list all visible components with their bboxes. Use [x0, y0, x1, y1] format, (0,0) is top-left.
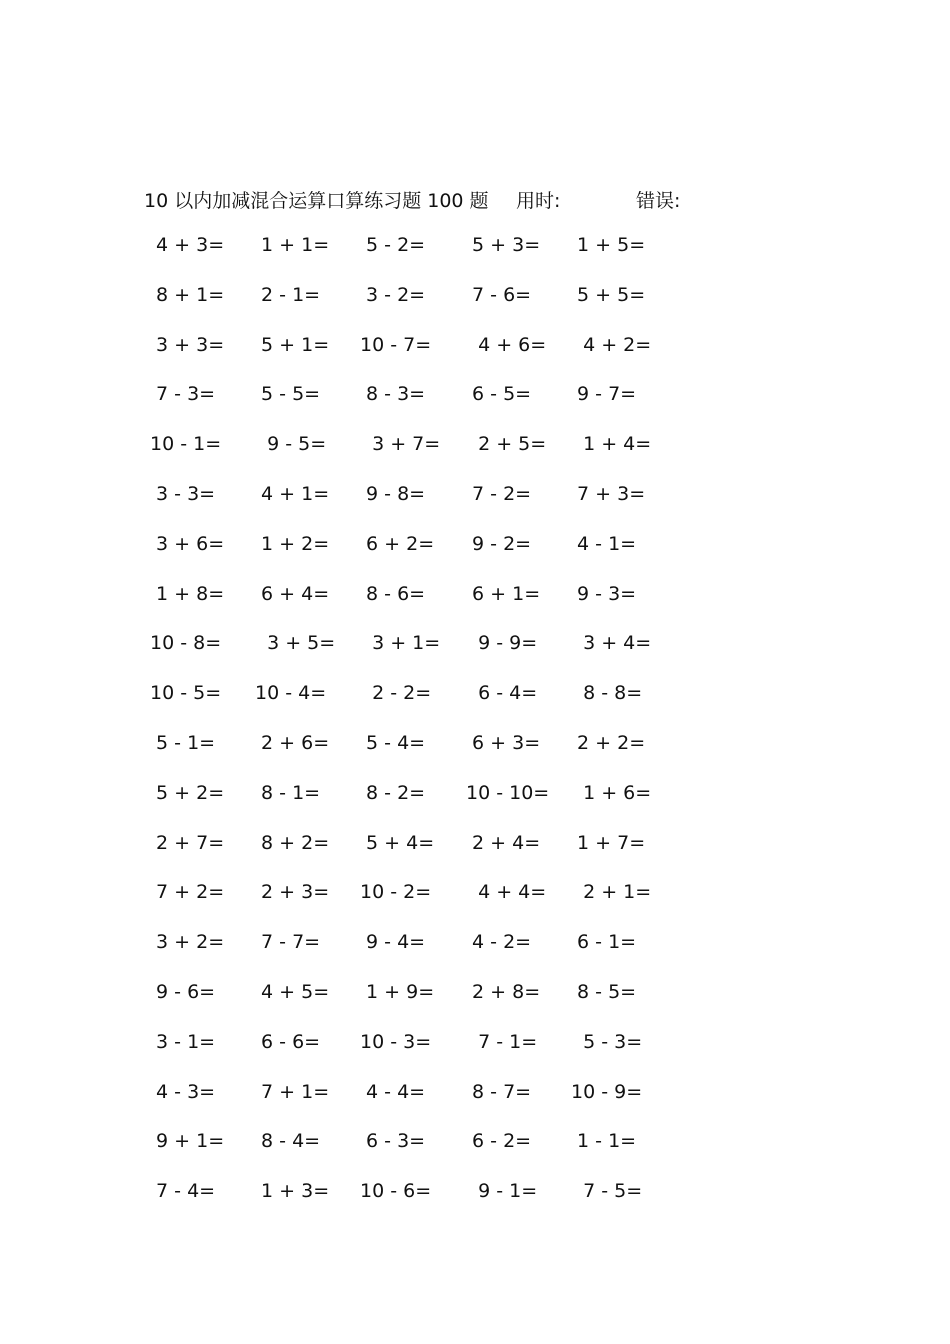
- math-problem: 5 + 5=: [571, 283, 646, 306]
- math-problem: 1 + 8=: [150, 582, 225, 605]
- math-problem: 9 - 9=: [466, 632, 538, 655]
- math-problem: 10 - 1=: [150, 433, 222, 456]
- math-problem: 2 + 2=: [571, 731, 646, 754]
- math-problem: 4 + 3=: [150, 234, 225, 256]
- math-problem: 5 - 4=: [360, 731, 426, 754]
- math-problem: 1 + 3=: [255, 1180, 330, 1203]
- math-problem: 7 - 1=: [466, 1030, 538, 1053]
- math-problem: 2 - 1=: [255, 283, 321, 306]
- math-problem: 10 - 3=: [360, 1030, 432, 1053]
- math-problem: 1 + 9=: [360, 980, 435, 1003]
- math-problem: 8 - 2=: [360, 781, 426, 804]
- math-problem: 6 - 3=: [360, 1130, 426, 1153]
- math-problem: 9 - 5=: [255, 433, 327, 456]
- math-problem: 8 - 7=: [466, 1080, 532, 1103]
- math-problem: 10 - 7=: [360, 333, 432, 356]
- math-problem: 3 + 3=: [150, 333, 225, 356]
- math-problem: 4 + 2=: [571, 333, 652, 356]
- math-problem: 6 - 2=: [466, 1130, 532, 1153]
- math-problem: 6 - 6=: [255, 1030, 321, 1053]
- math-problem: 1 + 5=: [571, 234, 646, 256]
- math-problem: 9 - 2=: [466, 532, 532, 555]
- math-problem: 5 + 3=: [466, 234, 541, 256]
- math-problem: 2 + 5=: [466, 433, 547, 456]
- math-problem: 8 - 8=: [571, 682, 643, 705]
- math-problem: 7 + 1=: [255, 1080, 330, 1103]
- math-problem: 7 + 3=: [571, 482, 646, 505]
- math-problem: 9 - 3=: [571, 582, 637, 605]
- math-problem: 6 - 5=: [466, 383, 532, 406]
- math-problem: 10 - 9=: [571, 1080, 643, 1103]
- math-problem: 4 - 3=: [150, 1080, 216, 1103]
- time-label: 用时:: [516, 190, 561, 212]
- math-problem: 7 - 7=: [255, 931, 321, 954]
- math-problem: 10 - 6=: [360, 1180, 432, 1203]
- math-problem: 5 + 4=: [360, 831, 435, 854]
- math-problem: 2 + 4=: [466, 831, 541, 854]
- math-problem: 7 - 6=: [466, 283, 532, 306]
- math-problem: 7 - 4=: [150, 1180, 216, 1203]
- math-problem: 9 - 8=: [360, 482, 426, 505]
- math-problem: 8 - 3=: [360, 383, 426, 406]
- math-problem: 9 - 7=: [571, 383, 637, 406]
- math-problem: 3 + 7=: [360, 433, 441, 456]
- math-problem: 7 - 3=: [150, 383, 216, 406]
- math-problem: 6 - 4=: [466, 682, 538, 705]
- math-problem: 3 - 2=: [360, 283, 426, 306]
- math-problem: 4 + 1=: [255, 482, 330, 505]
- math-problem: 9 - 4=: [360, 931, 426, 954]
- math-problem: 2 + 3=: [255, 881, 330, 904]
- math-problem: 7 - 2=: [466, 482, 532, 505]
- math-problem: 1 + 6=: [571, 781, 652, 804]
- math-problem: 8 + 1=: [150, 283, 225, 306]
- math-problem: 10 - 10=: [466, 781, 550, 804]
- math-problem: 6 + 2=: [360, 532, 435, 555]
- math-problem: 4 + 4=: [466, 881, 547, 904]
- math-problem: 3 - 3=: [150, 482, 216, 505]
- math-problem: 4 - 2=: [466, 931, 532, 954]
- math-problem: 6 + 3=: [466, 731, 541, 754]
- math-problem: 9 - 1=: [466, 1180, 538, 1203]
- math-problem: 3 + 5=: [255, 632, 336, 655]
- math-problem: 2 + 8=: [466, 980, 541, 1003]
- math-problem: 7 - 5=: [571, 1180, 643, 1203]
- math-problem: 3 + 1=: [360, 632, 441, 655]
- math-problem: 2 + 7=: [150, 831, 225, 854]
- math-problem: 10 - 5=: [150, 682, 222, 705]
- math-problem: 6 - 1=: [571, 931, 637, 954]
- math-problem: 3 + 4=: [571, 632, 652, 655]
- math-problem: 8 + 2=: [255, 831, 330, 854]
- math-problem: 4 - 1=: [571, 532, 637, 555]
- math-problem: 6 + 1=: [466, 582, 541, 605]
- math-problem: 2 + 6=: [255, 731, 330, 754]
- math-problem: 1 + 7=: [571, 831, 646, 854]
- math-problem: 3 + 2=: [150, 931, 225, 954]
- math-problem: 4 + 6=: [466, 333, 547, 356]
- math-problem: 10 - 4=: [255, 682, 327, 705]
- math-problem: 8 - 6=: [360, 582, 426, 605]
- math-problem: 9 - 6=: [150, 980, 216, 1003]
- math-problem: 5 - 5=: [255, 383, 321, 406]
- math-problem: 3 - 1=: [150, 1030, 216, 1053]
- math-problem: 9 + 1=: [150, 1130, 225, 1153]
- worksheet-header: [144, 186, 910, 216]
- math-problem: 7 + 2=: [150, 881, 225, 904]
- math-problem: 5 - 1=: [150, 731, 216, 754]
- math-problem: 4 + 5=: [255, 980, 330, 1003]
- math-problem: 5 + 2=: [150, 781, 225, 804]
- math-problem: 1 + 1=: [255, 234, 330, 256]
- math-problem: 1 - 1=: [571, 1130, 637, 1153]
- math-problem: 10 - 2=: [360, 881, 432, 904]
- math-problem: 5 + 1=: [255, 333, 330, 356]
- error-label: 错误:: [636, 190, 681, 212]
- math-problem: 5 - 3=: [571, 1030, 643, 1053]
- math-problem: 8 - 5=: [571, 980, 637, 1003]
- math-problem: 8 - 4=: [255, 1130, 321, 1153]
- math-problem: 8 - 1=: [255, 781, 321, 804]
- math-problem: 6 + 4=: [255, 582, 330, 605]
- math-problem: 5 - 2=: [360, 234, 426, 256]
- math-problem: 10 - 8=: [150, 632, 222, 655]
- math-problem: 3 + 6=: [150, 532, 225, 555]
- worksheet-title: 10 以内加减混合运算口算练习题 100 题: [144, 190, 489, 212]
- math-problem: 1 + 4=: [571, 433, 652, 456]
- math-problem: 1 + 2=: [255, 532, 330, 555]
- math-problem: 4 - 4=: [360, 1080, 426, 1103]
- math-problem: 2 - 2=: [360, 682, 432, 705]
- math-problem: 2 + 1=: [571, 881, 652, 904]
